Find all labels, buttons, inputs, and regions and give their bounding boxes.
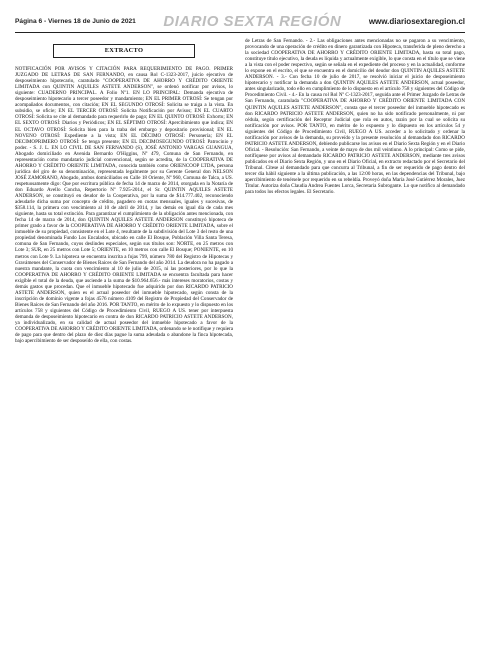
notice-text-left: NOTIFICACIÓN POR AVISOS Y CITACIÓN PARA REQUERIMIENTO DE PAGO. PRIMER JUZGADO DE LETRAS DE SAN FERNANDO, en causa Rol C-1323-2017, juicio ejecutivo de desposeimiento hipotecario, caratulado "COOPERATIVA DE AHORRO Y CRÉDITO ORIENTE LIMITADA con QUINTIN AQUILES ASTETE ANDERSON", se ordenó notificar por avisos, lo siguiente: CUADERNO PRINCIPAL. A Folio Nº1. EN LO PRINCIPAL: Demanda ejecutiva de desposeimiento hipotecario a tercer poseedor y mandamiento; EN EL PRIMER OTROSÍ: Se tengan por acompañados documentos, con citación; EN EL SEGUNDO OTROSÍ: Solicita se traiga a la vista. En subsidio, se oficie; EN EL TERCER OTROSÍ: Solicita Notificación por Avisos; EN EL CUARTO OTROSÍ: Solicita se cite al demandado para requerirlo de pago; EN EL QUINTO OTROSÍ: Exhorto; EN EL SEXTO OTROSÍ: Diarios y Periódicos; EN EL SÉPTIMO OTROSÍ: Apercibimiento que indica; EN EL OCTAVO OTROSÍ: Solicita bien para la traba del embargo y depositario provisional; EN EL NOVENO OTROSÍ: Expediente a la vista; EN EL DÉCIMO OTROSÍ: Personería; EN EL DECIMOPRIMERO OTROSÍ: Se tenga presente; EN EL DECIMOSEGUNDO OTROSÍ: Patrocinio y poder. - S. J. L. EN LO CIVIL DE SAN FERNANDO (S), JOSÉ ANTONIO VARGAS GUANGUA, Abogado domiciliado en Avenida Bernardo O'Higgins, Nº 479, Comuna de San Fernando, en representación como mandatario judicial convencional, según se acredita, de la COOPERATIVA DE AHORRO Y CRÉDITO ORIENTE LIMITADA, conocida también como ORIENCOOP LTDA, persona jurídica del giro de su denominación, representada legalmente por su Gerente General don NELSON JOSÉ ZAMORANO, Abogado, ambos domiciliados en Calle 18 Oriente, Nº 960, Comuna de Talca, a US. respetuosamente digo: Que por escritura pública de fecha 14 de marzo de 2014, otorgada en la Notaría de don Eduardo Avello Concha, Repertorio Nº 7.925-2014, el Sr. QUINTIN AQUILES ASTETE ANDERSON, se constituyó en deudor de la Cooperativa, por la suma de $14.777.402, reconociendo adeudarle dicha suma por concepto de crédito, pagadero en cuotas mensuales, iguales y sucesivas, de $358.114, la primera con vencimiento al 10 de abril de 2014, y las demás en igual día de cada mes siguiente, hasta su total extinción. Para garantizar el cumplimiento de la obligación antes mencionada, con fecha 14 de marzo de 2014, don QUINTIN AQUILES ASTETE ANDERSON constituyó hipoteca de primer grado a favor de la COOPERATIVA DE AHORRO Y CRÉDITO ORIENTE LIMITADA, sobre el inmueble de su propiedad, consistente en el Lote 4, resultante de la subdivisión del Lote 3 del resto de una propiedad denominada Fundo Los Encalados, ubicado en calle El Bosque, Población Villa Santa Teresa, comuna de San Fernando, cuyos deslindes especiales, según sus títulos son: NORTE, en 25 metros con Lote 3; SUR, en 25 metros con Lote 5; ORIENTE, en 10 metros con calle El Bosque; PONIENTE, en 10 metros con Lote 9. La hipoteca se encuentra inscrita a fojas 799, número 780 del Registro de Hipotecas y Gravámenes del Conservador de Bienes Raíces de San Fernando del año 2014. La deudora no ha pagado a nuestra mandante, la cuota con vencimiento al 10 de julio de 2015, ni las posteriores, por lo que la COOPERATIVA DE AHORRO Y CRÉDITO ORIENTE LIMITADA se encuentra facultada para hacer exigible el total de la deuda, que asciende a la suma de $10.964.656.- más intereses moratorios, costas y demás gastos que procedan. Que el inmueble hipotecado fue adquirido por don RICARDO PATRICIO ASTETE ANDERSON, quien es el actual poseedor del inmueble hipotecado, según consta de la inscripción de dominio vigente a fojas 4576 número 4109 del Registro de Propiedad del Conservador de Bienes Raíces de San Fernando del año 2016. POR TANTO, en mérito de lo expuesto y lo dispuesto en los artículos 758 y siguientes del Código de Procedimiento Civil, RUEGO A US. tener por interpuesta demanda de desposeimiento hipotecario en contra de don RICARDO PATRICIO ASTETE ANDERSON, ya individualizado, en su calidad de actual poseedor del inmueble hipotecado a favor de la COOPERATIVA DE AHORRO Y CRÉDITO ORIENTE LIMITADA, ordenando se le notifique y requiera de pago para que dentro del plazo de diez días pague la suma adeudada o abandone la finca hipotecada, bajo apercibimiento de ser desposeído de ella, con costas. — [15, 66, 233, 345]
left-column — [15, 38, 233, 658]
newspaper-brand: DIARIO SEXTA REGIÓN — [163, 12, 342, 30]
page-label: Página 6 - Viernes 18 de Junio de 2021 — [15, 17, 136, 25]
notice-text-right: de Letras de San Fernando. - 2.- Las obligaciones antes mencionadas no se pagaron a su vencimiento, provocando de una operación de crédito en dinero garantizada con Hipoteca, transferida de pleno derecho a la sociedad COOPERATIVA DE AHORRO Y CRÉDITO ORIENTE LIMITADA, hasta su total pago, constituye título ejecutivo, la deuda es líquida y actualmente exigible, lo que consta en el título que se viene a la vista con el poder respectivo, según se señala en el expediente del proceso y en la actualidad, conforme lo expone en el escrito, el que se encuentra en el domicilio del deudor don QUINTIN AQUILES ASTETE ANDERSON. - 3.- Con fecha 10 de julio de 2017, se resolvió iniciar el juicio de desposeimiento hipotecario y notificar la demanda a don QUINTIN AQUILES ASTETE ANDERSON, actual poseedor, antes singularizado, todo ello en cumplimiento de lo dispuesto en el artículo 758 y siguientes del Código de Procedimiento Civil. - 4.- En la causa rol Rol Nº C-1323-2017, seguida ante el Primer Juzgado de Letras de San Fernando, caratulada "COOPERATIVA DE AHORRO Y CRÉDITO ORIENTE LIMITADA CON QUINTIN AQUILES ASTETE ANDERSON", consta que el tercer poseedor del inmueble hipotecado es don RICARDO PATRICIO ASTETE ANDERSON, quien no ha sido notificado personalmente, ni por cédula, según certificación del Receptor Judicial que rola en autos, razón por la cual se solicita su notificación por avisos. POR TANTO, en mérito de lo expuesto y lo dispuesto en los artículos 54 y siguientes del Código de Procedimiento Civil, RUEGO A US. acceder a lo solicitado y ordenar la notificación por avisos de la demanda, su proveído y la presente resolución al demandado don RICARDO PATRICIO ASTETE ANDERSON, debiendo publicarse los avisos en el Diario Sexta Región y en el Diario Oficial. - Resolución: San Fernando, a veinte de mayo de dos mil veintiuno. A lo principal: Como se pide, notifíquese por avisos al demandado RICARDO PATRICIO ASTETE ANDERSON, mediante tres avisos publicados en el Diario Sexta Región, y uno en el Diario Oficial, en extracto redactado por el Secretario del Tribunal. Cítese al demandado para que concurra al Tribunal, a fin de ser requerido de pago dentro del tercer día hábil siguiente a la última publicación, a las 12:00 horas, en las dependencias del Tribunal, bajo apercibimiento de tenérsele por requerido en su rebeldía. Proveyó doña María José Gutiérrez Morales, Juez Titular. Autoriza doña Claudia Andrea Fuentes Lorca, Secretaria Subrogante. Lo que notifico al demandado para todos los efectos legales. El Secretario. — [245, 38, 465, 196]
right-column — [245, 38, 465, 658]
page-header — [15, 10, 465, 33]
notice-title: EXTRACTO — [53, 44, 195, 58]
website-link[interactable]: www.diariosextaregion.cl — [368, 16, 465, 26]
